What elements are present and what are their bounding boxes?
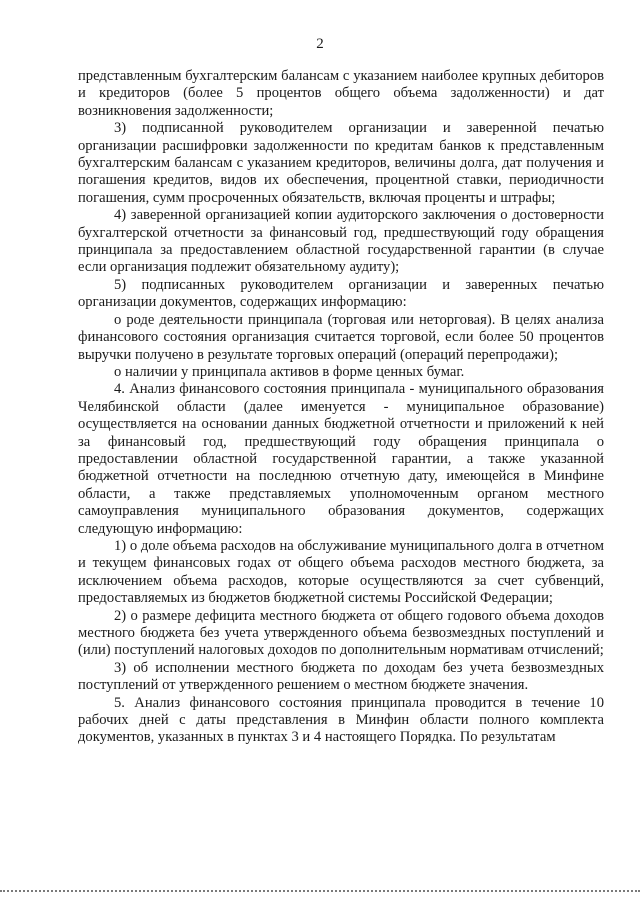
page-number: 2 <box>316 36 324 52</box>
paragraph-continuation: представленным бухгалтерским балансам с указанием наиболее крупных дебиторов и кредиторов (более 5 процентов общего объема задолженности) и дат возникновения задолженности; <box>78 68 604 119</box>
paragraph-section-5: 5. Анализ финансового состояния принципала проводится в течение 10 рабочих дней с даты представления в Минфин области полного комплекта документов, указанных в пунктах 3 и 4 настоящего Порядка. По результатам <box>78 694 604 746</box>
paragraph-item-3: 3) подписанной руководителем организации и заверенной печатью организации расшифровки задолженности по кредитам банков к представленным бухгалтерским балансам с указанием кредиторов, величины долга, дат получения и погашения кредитов, видов их обеспечения, процентной ставки, периодичности погашения, сумм просроченных обязательств, включая проценты и штрафы; <box>78 120 604 206</box>
body-text <box>78 68 604 747</box>
paragraph-securities: о наличии у принципала активов в форме ценных бумаг. <box>114 363 465 380</box>
paragraph-subitem-1: 1) о доле объема расходов на обслуживание муниципального долга в отчетном и текущем финансовых годах от общего объема расходов местного бюджета, за исключением объема расходов, которые осуществляются за счет субвенций, предоставляемых из бюджетов бюджетной системы Российской Федерации; <box>78 537 604 607</box>
paragraph-activity-type: о роде деятельности принципала (торговая или неторговая). В целях анализа финансового состояния организация считается торговой, если более 50 процентов выручки получено в результате торговых операций (операций перепродажи); <box>78 311 604 363</box>
paragraph-section-4: 4. Анализ финансового состояния принципала - муниципального образования Челябинской области (далее именуется - муниципальное образование) осуществляется на основании данных бюджетной отчетности и приложений к ней за финансовый год, предшествующий году обращения принципала о предоставлении областной государственной гарантии, а также указанной бюджетной отчетности на последнюю отчетную дату, имеющейся в Минфине области, а также представляемых уполномоченным органом местного самоуправления муниципального образования документов, содержащих следующую информацию: <box>78 381 604 537</box>
paragraph-item-4: 4) заверенной организацией копии аудиторского заключения о достоверности бухгалтерской отчетности за финансовый год, предшествующий году обращения принципала за предоставлением областной государственной гарантии (в случае если организация подлежит обязательному аудиту); <box>78 207 604 276</box>
paragraph-subitem-2: 2) о размере дефицита местного бюджета от общего годового объема доходов местного бюджета без учета утвержденного объема безвозмездных поступлений и (или) поступлений налоговых доходов по дополнительным нормативам отчислений; <box>78 607 604 659</box>
bottom-divider <box>0 890 640 892</box>
paragraph-subitem-3: 3) об исполнении местного бюджета по доходам без учета безвозмездных поступлений от утвержденного решением о местном бюджете значения. <box>78 659 604 694</box>
paragraph-item-5: 5) подписанных руководителем организации и заверенных печатью организации документов, содержащих информацию: <box>78 276 604 311</box>
